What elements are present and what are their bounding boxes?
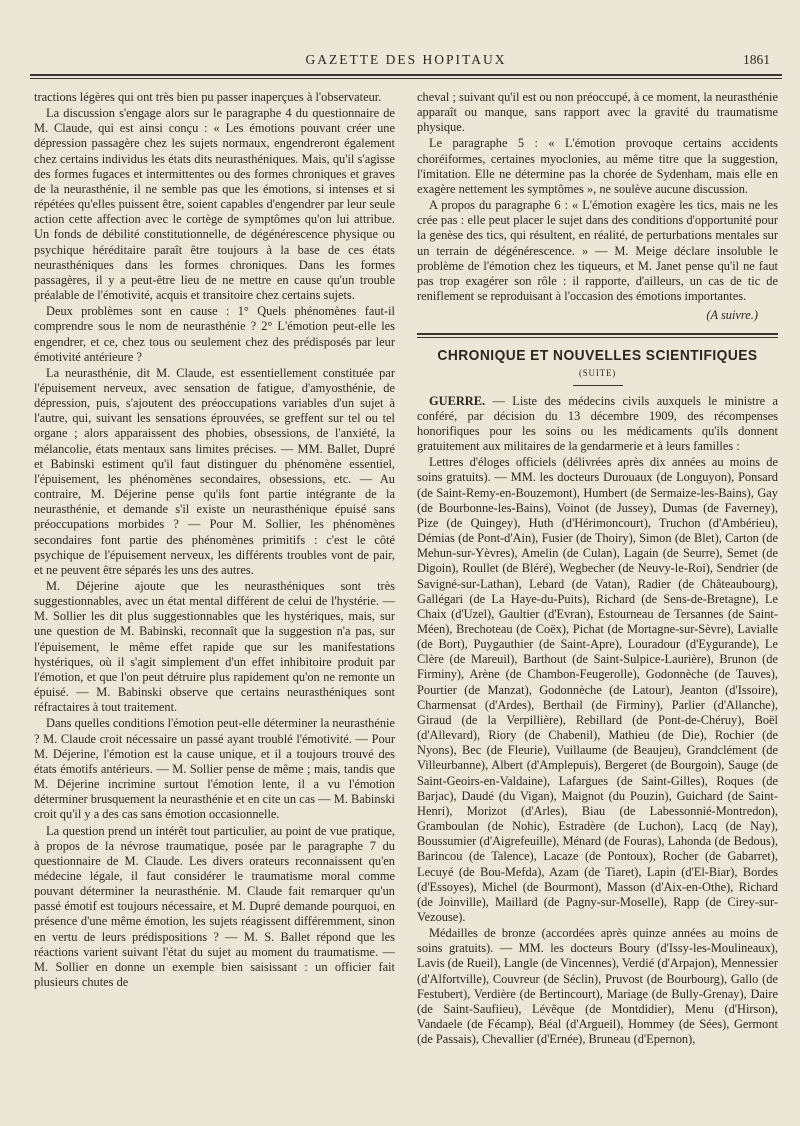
section-subtitle: (SUITE)	[578, 367, 617, 378]
section-rule-thin	[417, 337, 778, 338]
left-column	[34, 90, 395, 1116]
lead-word: GUERRE.	[429, 393, 486, 408]
paragraph: La discussion s'engage alors sur le paragraphe 4 du questionnaire de M. Claude, qui est ainsi conçu : « Les émotions pouvant créer une dépression passagère chez les sujets normaux, engendreront également chez certains individus les états dits neurasthéniques. Mais, qu'il s'agisse des formes fugaces et intermittentes ou des formes chroniques et graves de la neurasthénie, il ne semble pas que les émotions, si intenses et si répétées qu'elles puissent être, soient capables d'engendrer par leur seule action cette affection avec le cortège de symptômes qu'on lui attribue. Un fonds de débilité constitutionnelle, de dégénérescence physique ou psychique héréditaire paraît être toujours à la base de ces états neurasthéniques dans les formes chroniques. Dans les formes passagères, il y a peut-être lieu de ne mettre en cause qu'un trouble préalable de l'émotivité, acquis et transitoire chez certains sujets.	[34, 106, 395, 303]
paragraph: Médailles de bronze (accordées après quinze années au moins de soins gratuits). — MM. les docteurs Boury (d'Issy-les-Moulineaux), Lavis (de Rueil), Langle (de Vincennes), Verdié (d'Arpajon), Mennessier (d'Alfortville), Couvreur (de Séclin), Pruvost (de Bourbourg), Gallo (de Festubert), Verdière (de Bertincourt), Mariage (de Bully-Grenay), Daire (de Saint-Saufiieu), Lévêque (de Montdidier), Menu (d'Hirson), Vandaele (de Fécamp), Béal (d'Argueil), Hommey (de Sées), Germont (de Passais), Chevallier (d'Ernée), Bruneau (d'Epernon),	[417, 926, 778, 1047]
text-columns	[34, 90, 778, 1116]
paragraph: Lettres d'éloges officiels (délivrées après dix années au moins de soins gratuits). — MM. les docteurs Durouaux (de Longuyon), Ponsard (de Saint-Remy-en-Bouzemont), Humbert (de Sermaize-les-Bains), Gay (de Bourbonne-les-Bains), Voinot (de Jussey), Dumas (de Faverney), Pize (de Quingey), Huth (d'Hérimoncourt), Truchon (d'Ambérieu), Démias (de Pont-d'Ain), Fusier (de Thoiry), Simon (de Blet), Carton (de Mehun-sur-Yèvres), Amelin (de Culan), Lagain (de Seurre), Semet (de Digoin), Roullet (de Bléré), Wegbecher (de Neuvy-le-Roi), Sendrier (de Savigné-sur-Lathan), Lebard (de Vatan), Radier (de Châteaubourg), Gallégari (de La Haye-du-Puits), Richard (de Sens-de-Bretagne), Le Chaix (d'Uzel), Gaultier (d'Evran), Estourneau de Tersannes (de Saint-Méen), Brechoteau (de Coëx), Pichat (de Mortagne-sur-Sèvre), Lavialle (de Bort), Puygauthier (de Saint-Apre), Louradour (d'Eygurande), Le Clère (de Mareuil), Barthout (de Saint-Sulpice-Laurière), Brunon (de Firminy), Arène (de Chambon-Feugerolle), Godonnèche (de Tauves), Pourtier (de Manzat), Godonnèche (de Latour), Jeanton (d'Issoire), Charmensat (d'Ardes), Berthail (de Firminy), Parlier (d'Allanche), Giraud (de la Verpillière), Rebillard (de Pont-de-Chéruy), Boël (d'Allevard), Riory (de Chabenil), Mathieu (de Die), Rochier (de Nyons), Bec (de Fleurie), Vuillaume (de Beaujeu), Grandclément (de Villeurbanne), Albert (d'Amplepuis), Bergeret (de Bourgoin), Sauge (de Saint-Geoirs-en-Valdaine), Lafargues (de Saint-Gilles), Roques (de Barjac), Daudé (du Vigan), Maignot (du Pouzin), Guichard (de Saint-Henri), Morizot (d'Arles), Biau (de Labessonnié-Montredon), Gramboulan (de Nohic), Estradère (de Luchon), Lacq (de Nay), Boussumier (d'Aigrefeuille), Ménard (de Fouras), Lahonda (de Bedous), Barincou (de Talence), Lacaze (de Pontoux), Rocher (de Gabarret), Lecuyé (de Bou-Mefda), Azam (de Tiaret), Lapin (d'El-Biar), Bordes (d'Essoyes), Michel (de Bourmont), Masson (d'Aix-en-Othe), Richard (de Joinville), Maillard (de Pagny-sur-Moselle), Rapp (de Cirey-sur-Vezouse).	[417, 455, 778, 924]
paragraph: tractions légères qui ont très bien pu passer inaperçues à l'observateur.	[34, 90, 382, 104]
header-rule-thin	[30, 78, 782, 79]
right-column	[417, 90, 778, 1116]
paragraph-text: — Liste des médecins civils auxquels le ministre a conféré, par décision du 13 décembre 1909, des récompenses honorifiques pour les soins ou les médicaments qu'ils donnent gratuitement aux militaires de la gendarmerie et à leurs familles :	[417, 393, 778, 454]
paragraph: La question prend un intérêt tout particulier, au point de vue pratique, à propos de la névrose traumatique, posée par le paragraphe 7 du questionnaire de M. Claude. Les divers orateurs reconnaissent qu'en médecine légale, il faut considérer le traumatisme moral comme pouvant déterminer la neurasthénie. M. Claude fait remarquer qu'un passé émotif est toujours nécessaire, et M. Dupré demande pourquoi, en présence d'une même émotion, les sujets réagissent différemment, sinon en vertu de leurs prédispositions ? — M. S. Ballet répond que les réactions varient suivant l'état du sujet au moment du traumatisme. — M. Sollier en donne un exemple bien saisissant : un officier fait plusieurs chutes de	[34, 823, 395, 990]
paragraph: M. Déjerine ajoute que les neurasthéniques sont très suggestionnables, avec un état mental différent de celui de l'hystérie. — M. Sollier les dit plus suggestionnables que les hystériques, mais, sur une question de M. Babinski, reconnaît que la suggestion n'a pas, sur l'épuisement, le même effet rapide que sur les manifestations hystériques, où il s'agit simplement d'un effet inhibitoire produit par l'émotion, et que l'on peut détruire plus rapidement qu'on ne remonte un épuisé. — M. Babinski observe que certains neurasthéniques sont réfractaires à tout traitement.	[34, 579, 395, 715]
paragraph: Dans quelles conditions l'émotion peut-elle déterminer la neurasthénie ? M. Claude croit nécessaire un passé ayant troublé l'émotivité. — Pour M. Déjerine, l'émotion est la cause unique, et il a toujours trouvé des états émotifs antérieurs. — M. Sollier pense de même ; mais, tandis que M. Déjerine incrimine surtout l'émotion lente, il a vu l'émotion déterminer brusquement la neurasthénie et en cite un cas — M. Babinski croit qu'il y a des cas sans émotion occasionnelle.	[34, 716, 395, 822]
continued-note: (A suivre.)	[706, 308, 758, 323]
short-rule	[573, 385, 623, 386]
running-head	[34, 52, 778, 72]
paragraph: A propos du paragraphe 6 : « L'émotion exagère les tics, mais ne les crée pas : elle peut placer le sujet dans des conditions d'opportunité pour la genèse des tics, qui résultent, en réalité, de perturbations mentales sur un terrain de dégénérescence. » — M. Meige déclare insoluble le problème de l'émotion chez les tiqueurs, et M. Janet pense qu'il ne faut pas trop exagérer son rôle : il rapporte, d'ailleurs, un cas de tic de reniflement se reproduisant à l'occasion des émotions importantes.	[417, 198, 778, 304]
section-title: CHRONIQUE ET NOUVELLES SCIENTIFIQUES	[437, 347, 758, 365]
section-rule	[417, 333, 778, 335]
paragraph: cheval ; suivant qu'il est ou non préoccupé, à ce moment, la neurasthénie apparaît ou manque, sans rapport avec la gravité du traumatisme physique.	[417, 90, 778, 135]
page-number: 1861	[743, 52, 770, 67]
paragraph	[417, 394, 778, 455]
header-rule	[30, 74, 782, 76]
journal-title: GAZETTE DES HOPITAUX	[305, 52, 507, 67]
paragraph: Deux problèmes sont en cause : 1° Quels phénomènes faut-il comprendre sous le nom de neurasthénie ? 2° L'émotion peut-elle les engendrer, et ce, chez tous ou seulement chez des prédisposés par leur émotivité antérieure ?	[34, 304, 395, 364]
paragraph: La neurasthénie, dit M. Claude, est essentiellement constituée par l'épuisement nerveux, avec sensation de fatigue, d'amyosthénie, de dépression, puis, s'ajoutent des préoccupations variables d'un sujet à l'autre, qui, suivant les sensations éprouvées, se greffent sur tel ou tel organe ; alors apparaissent des phobies, obsessions, de l'anxiété, la mélancolie, états mentaux sans limites précises. — MM. Ballet, Dupré et Babinski estiment qu'il faut distinguer du phénomène essentiel, l'épuisement, les phénomènes secondaires, obsessions, etc. — Au contraire, M. Déjerine pense qu'ils font partie intégrante de la neurasthénie, et demande s'il existe un neurasthénique épuisé sans préoccupations morbides ? — Pour M. Sollier, les phénomènes secondaires font partie des phénomènes primitifs : c'est le côté psychique de l'épuisement nerveux, les différents troubles vont de pair, et ne peuvent être séparés les uns des autres.	[34, 365, 395, 577]
paragraph: Le paragraphe 5 : « L'émotion provoque certains accidents choréiformes, certaines myoclonies, au même titre que la suggestion, l'imitation. Elle ne détermine pas la chorée de Sydenham, mais elle en exagère nettement les symptômes », ne soulève aucune discussion.	[417, 136, 778, 196]
